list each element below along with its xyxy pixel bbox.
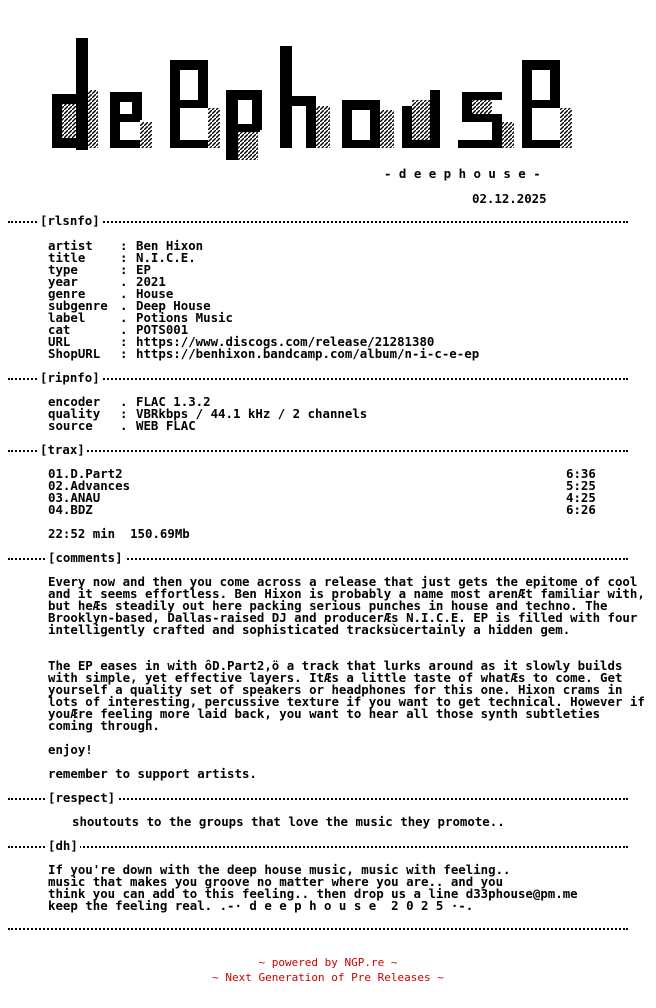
info-row [48,348,479,360]
info-row [48,420,196,432]
track-name: 02.Advances [48,478,131,493]
section-label-rlsnfo: [rlsnfo] [40,213,100,228]
section-label-respect: [respect] [48,790,116,805]
dh-line-2: music that makes you groove no matter where you are.. and you [48,874,504,889]
info-separator: : [120,346,128,361]
release-date: 02.12.2025 [472,191,547,206]
info-value: Ben Hixon [136,238,204,253]
track-name: 04.BDZ [48,502,93,517]
divider-comments [8,552,628,564]
divider-bottom [8,922,628,934]
total-size: 150.69Mb [130,526,190,541]
comment-paragraph-1: Every now and then you come across a release that just gets the epitome of cool and it seems effortless. Ben Hixon is probably a name most arenÆt familiar with, but heÆs steadily out here packing serious punches in house and techno. The Brooklyn-based, Dallas-raised DJ and producerÆs N.I.C.E. EP is filled with four intelligently crafted and sophisticated tracksùcertainly a hidden gem. [48,574,645,637]
track-time: 5:25 [566,478,596,493]
info-separator: . [120,274,128,289]
next-gen-tagline: ~ Next Generation of Pre Releases ~ [212,971,444,984]
info-separator: : [120,406,128,421]
track-time: 4:25 [566,490,596,505]
info-key: title [48,250,86,265]
info-key: type [48,262,78,277]
info-key: artist [48,238,93,253]
dh-line-4: keep the feeling real. .-· d e e p h o u s e 2 0 2 5 ·-. [48,898,474,913]
info-value: FLAC 1.3.2 [136,394,211,409]
respect-text: shoutouts to the groups that love the music they promote.. [72,814,505,829]
info-key: year [48,274,78,289]
divider-dh [8,840,628,852]
divider-ripnfo [8,372,628,384]
info-separator: : [120,334,128,349]
info-value: N.I.C.E. [136,250,196,265]
info-separator: : [120,238,128,253]
info-row [48,408,367,420]
info-key: encoder [48,394,101,409]
info-value: WEB FLAC [136,418,196,433]
info-separator: : [120,250,128,265]
info-value[interactable]: https://benhixon.bandcamp.com/album/n-i-c-e-ep [136,346,480,361]
track-time: 6:36 [566,466,596,481]
deephouse-logo [52,30,582,160]
info-separator: . [120,298,128,313]
comment-paragraph-2: The EP eases in with ôD.Part2,ö a track that lurks around as it slowly builds with simple, yet effective layers. ItÆs a little taste of whatÆs to come. Get yourself a quality set of speakers or headphones for this one. Hixon crams in lots of interesting, percussive texture if you want to get technical. However if youÆre feeling more laid back, you want to hear all those synth subtleties coming through. [48,658,645,733]
info-key: source [48,418,93,433]
support-text: remember to support artists. [48,766,257,781]
info-separator: . [120,418,128,433]
dh-line-3: think you can add to this feeling.. then drop us a line d33phouse@pm.me [48,886,578,901]
section-label-trax: [trax] [40,442,85,457]
total-duration: 22:52 min [48,526,116,541]
info-value: House [136,286,174,301]
info-value: POTS001 [136,322,189,337]
divider-respect [8,792,628,804]
info-separator: . [120,310,128,325]
info-key: cat [48,322,71,337]
dh-line-1: If you're down with the deep house music, music with feeling.. [48,862,511,877]
enjoy-text: enjoy! [48,742,93,757]
info-value: EP [136,262,151,277]
info-key: subgenre [48,298,108,313]
info-key: ShopURL [48,346,101,361]
info-value: VBRkbps / 44.1 kHz / 2 channels [136,406,368,421]
track-time: 6:26 [566,502,596,517]
track-name: 03.ANAU [48,490,101,505]
info-value: Potions Music [136,310,233,325]
section-label-comments: [comments] [48,550,123,565]
info-value[interactable]: https://www.discogs.com/release/21281380 [136,334,435,349]
divider-rlsnfo [8,215,628,227]
divider-trax [8,444,628,456]
powered-by: ~ powered by NGP.re ~ [258,956,398,969]
info-separator: : [120,262,128,277]
info-key: URL [48,334,71,349]
track-name: 01.D.Part2 [48,466,123,481]
info-separator: . [120,322,128,337]
info-separator: . [120,286,128,301]
info-key: label [48,310,86,325]
info-key: quality [48,406,101,421]
info-separator: . [120,394,128,409]
totals [48,528,190,540]
tagline: - d e e p h o u s e - [384,166,541,181]
info-key: genre [48,286,86,301]
section-label-ripnfo: [ripnfo] [40,370,100,385]
info-value: 2021 [136,274,166,289]
section-label-dh: [dh] [48,838,78,853]
info-value: Deep House [136,298,211,313]
